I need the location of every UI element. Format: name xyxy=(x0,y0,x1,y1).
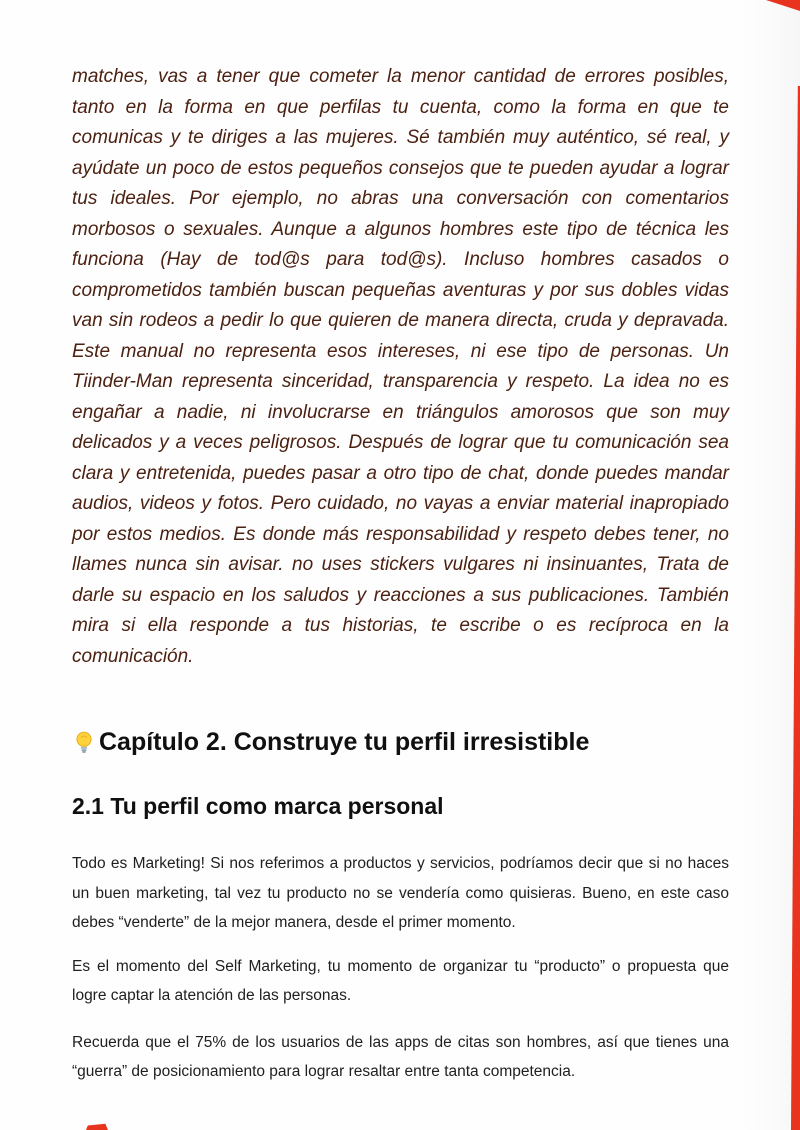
page-scan-shadow xyxy=(740,0,800,1130)
page-edge-mark-top-right xyxy=(766,0,800,11)
page-edge-mark-right xyxy=(791,86,800,1130)
page-edge-mark-bottom-left xyxy=(86,1123,108,1130)
page-content xyxy=(72,0,729,1087)
section-heading: 2.1 Tu perfil como marca personal xyxy=(72,793,444,819)
body-paragraph: Todo es Marketing! Si nos referimos a productos y servicios, podríamos decir que si no haces un buen marketing, tal vez tu producto no se vendería como quisieras. Bueno, en este caso debes “venderte” de la mejor manera, desde el primer momento. xyxy=(72,855,729,931)
lightbulb-icon xyxy=(72,730,96,754)
chapter-heading xyxy=(72,726,729,758)
intro-paragraph: matches, vas a tener que cometer la menor cantidad de errores posibles, tanto en la forma en que perfilas tu cuenta, como la forma en que te comunicas y te diriges a las mujeres. Sé también muy auténtico, sé real, y ayúdate un poco de estos pequeños consejos que te pueden ayudar a lograr tus ideales. Por ejemplo, no abras una conversación con comentarios morbosos o sexuales. Aunque a algunos hombres este tipo de técnica les funciona (Hay de tod@s para tod@s). Incluso hombres casados o comprometidos también buscan pequeñas aventuras y por sus dobles vidas van sin rodeos a pedir lo que quieren de manera directa, cruda y depravada. Este manual no representa esos intereses, ni ese tipo de personas. Un Tiinder-Man representa sinceridad, transparencia y respeto. La idea no es engañar a nadie, ni involucrarse en triángulos amorosos que son muy delicados y a veces peligrosos. Después de lograr que tu comunicación sea clara y entretenida, puedes pasar a otro tipo de chat, donde puedes mandar audios, videos y fotos. Pero cuidado, no vayas a enviar material inapropiado por estos medios. Es donde más responsabilidad y respeto debes tener, no llames nunca sin avisar. no uses stickers vulgares ni insinuantes, Trata de darle su espacio en los saludos y reacciones a sus publicaciones. También mira si ella responde a tus historias, te escribe o es recíproca en la comunicación. xyxy=(72,66,729,667)
body-paragraph: Recuerda que el 75% de los usuarios de las apps de citas son hombres, así que tienes una “guerra” de posicionamiento para lograr resaltar entre tanta competencia. xyxy=(72,1033,729,1080)
chapter-heading-text: Capítulo 2. Construye tu perfil irresistible xyxy=(99,728,590,756)
body-paragraph: Es el momento del Self Marketing, tu momento de organizar tu “producto” o propuesta que logre captar la atención de las personas. xyxy=(72,957,729,1004)
